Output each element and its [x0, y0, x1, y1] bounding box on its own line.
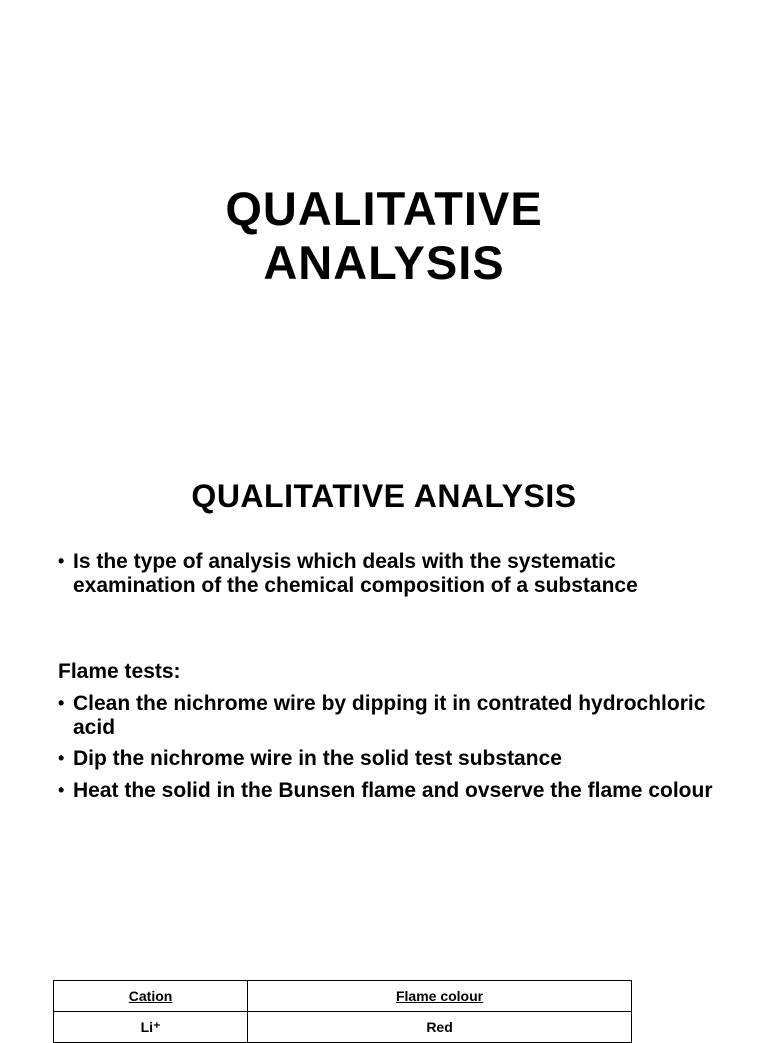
- slide-title: [0, 182, 768, 290]
- section-heading: QUALITATIVE ANALYSIS: [191, 478, 577, 514]
- flame-step-text: Dip the nichrome wire in the solid test substance: [73, 747, 562, 770]
- flame-step-text: Heat the solid in the Bunsen flame and ovserve the flame colour: [73, 778, 713, 802]
- intro-bullet-list: [58, 550, 738, 597]
- flame-step: [58, 692, 738, 739]
- slide-title-line-2: ANALYSIS: [263, 236, 505, 289]
- flame-colour-table: [53, 980, 632, 1043]
- cell-cation: Li⁺: [54, 1012, 248, 1043]
- bullet-icon: •: [58, 779, 65, 800]
- flame-step: [58, 779, 738, 803]
- flame-step: [58, 747, 738, 771]
- table-row: [54, 1012, 632, 1043]
- flame-step-text: Clean the nichrome wire by dipping it in contrated hydrochloric acid: [73, 692, 706, 739]
- intro-bullet-text: Is the type of analysis which deals with the systematic examination of the chemical composition of a substance: [73, 550, 638, 597]
- slide-title-line-1: QUALITATIVE: [225, 182, 543, 235]
- bullet-icon: •: [58, 748, 65, 768]
- flame-test-steps: [58, 692, 738, 810]
- table-header-row: [54, 981, 632, 1012]
- flame-tests-label: Flame tests:: [58, 660, 181, 683]
- intro-bullet: [58, 550, 738, 597]
- bullet-icon: •: [58, 551, 65, 571]
- bullet-icon: •: [58, 693, 65, 713]
- header-flame-colour: Flame colour: [248, 981, 632, 1012]
- cell-flame-colour: Red: [248, 1012, 632, 1043]
- header-cation: Cation: [54, 981, 248, 1012]
